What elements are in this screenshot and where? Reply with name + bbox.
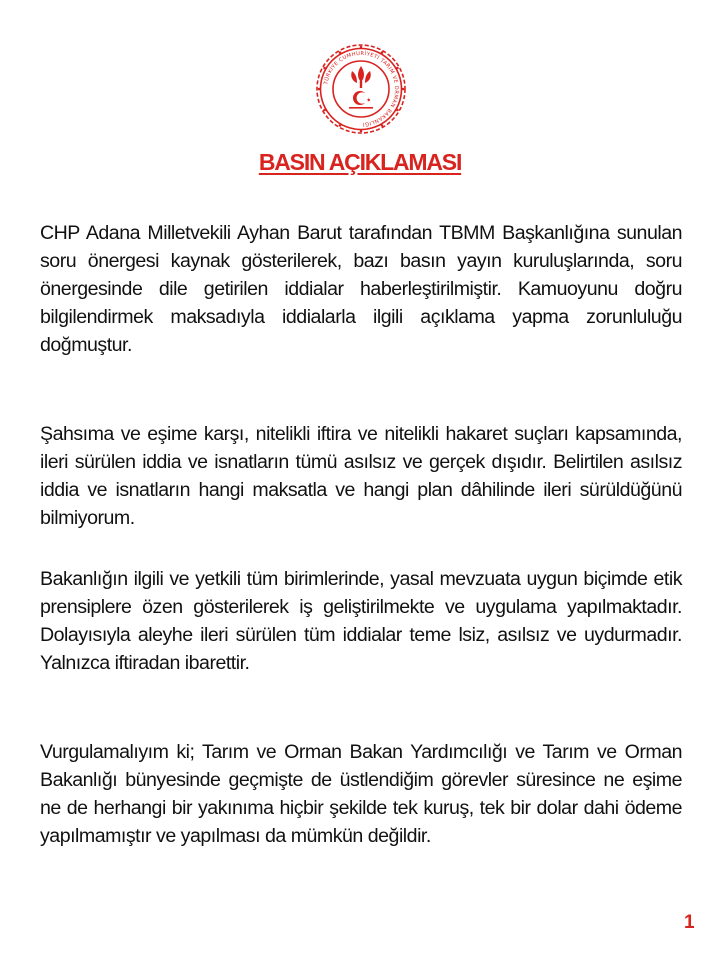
ministry-seal-logo bbox=[314, 42, 408, 136]
seal-text: TÜRKİYE CUMHURİYETİ TARIM VE ORMAN BAKANLIĞI bbox=[323, 50, 400, 127]
paragraph-3: Bakanlığın ilgili ve yetkili tüm birimlerinde, yasal mevzuata uygun biçimde etik prensiplere özen gösterilerek iş geliştirilmekte ve uygulama yapılmaktadır. Dolayısıyla aleyhe ileri sürülen tüm iddialar teme lsiz, asılsız ve uydurmadır. Yalnızca iftiradan ibarettir. bbox=[40, 568, 682, 674]
page-number: 1 bbox=[684, 912, 695, 933]
paragraph-2: Şahsıma ve eşime karşı, nitelikli iftira ve nitelikli hakaret suçları kapsamında, ileri sürülen iddia ve isnatların tümü asılsız ve gerçek dışıdır. Belirtilen asılsız iddia ve isnatların hangi maksatla ve hangi plan dâhilinde ileri sürüldüğünü bilmiyorum. bbox=[40, 423, 682, 529]
page-title: BASIN AÇIKLAMASI bbox=[258, 149, 462, 175]
svg-text:TÜRKİYE CUMHURİYETİ TARIM VE O bbox=[323, 50, 399, 128]
paragraph-4: Vurgulamalıyım ki; Tarım ve Orman Bakan Yardımcılığı ve Tarım ve Orman Bakanlığı bünyesinde geçmişte de üstlendiğim görevler süresince ne eşime ne de herhangi bir yakınıma hiçbir şekilde tek kuruş, tek bir dolar dahi ödeme yapılmamıştır ve yapılması da mümkün değildir. bbox=[40, 741, 682, 847]
ministry-seal-icon bbox=[314, 42, 408, 136]
paragraph-1: CHP Adana Milletvekili Ayhan Barut tarafından TBMM Başkanlığına sunulan soru önergesi kaynak gösterilerek, bazı basın yayın kuruluşlarında, soru önergesinde dile getirilen iddialar haberleştirilmiştir. Kamuoyunu doğru bilgilendirmek maksadıyla iddialarla ilgili açıklama yapma zorunluluğu doğmuştur. bbox=[40, 222, 682, 356]
